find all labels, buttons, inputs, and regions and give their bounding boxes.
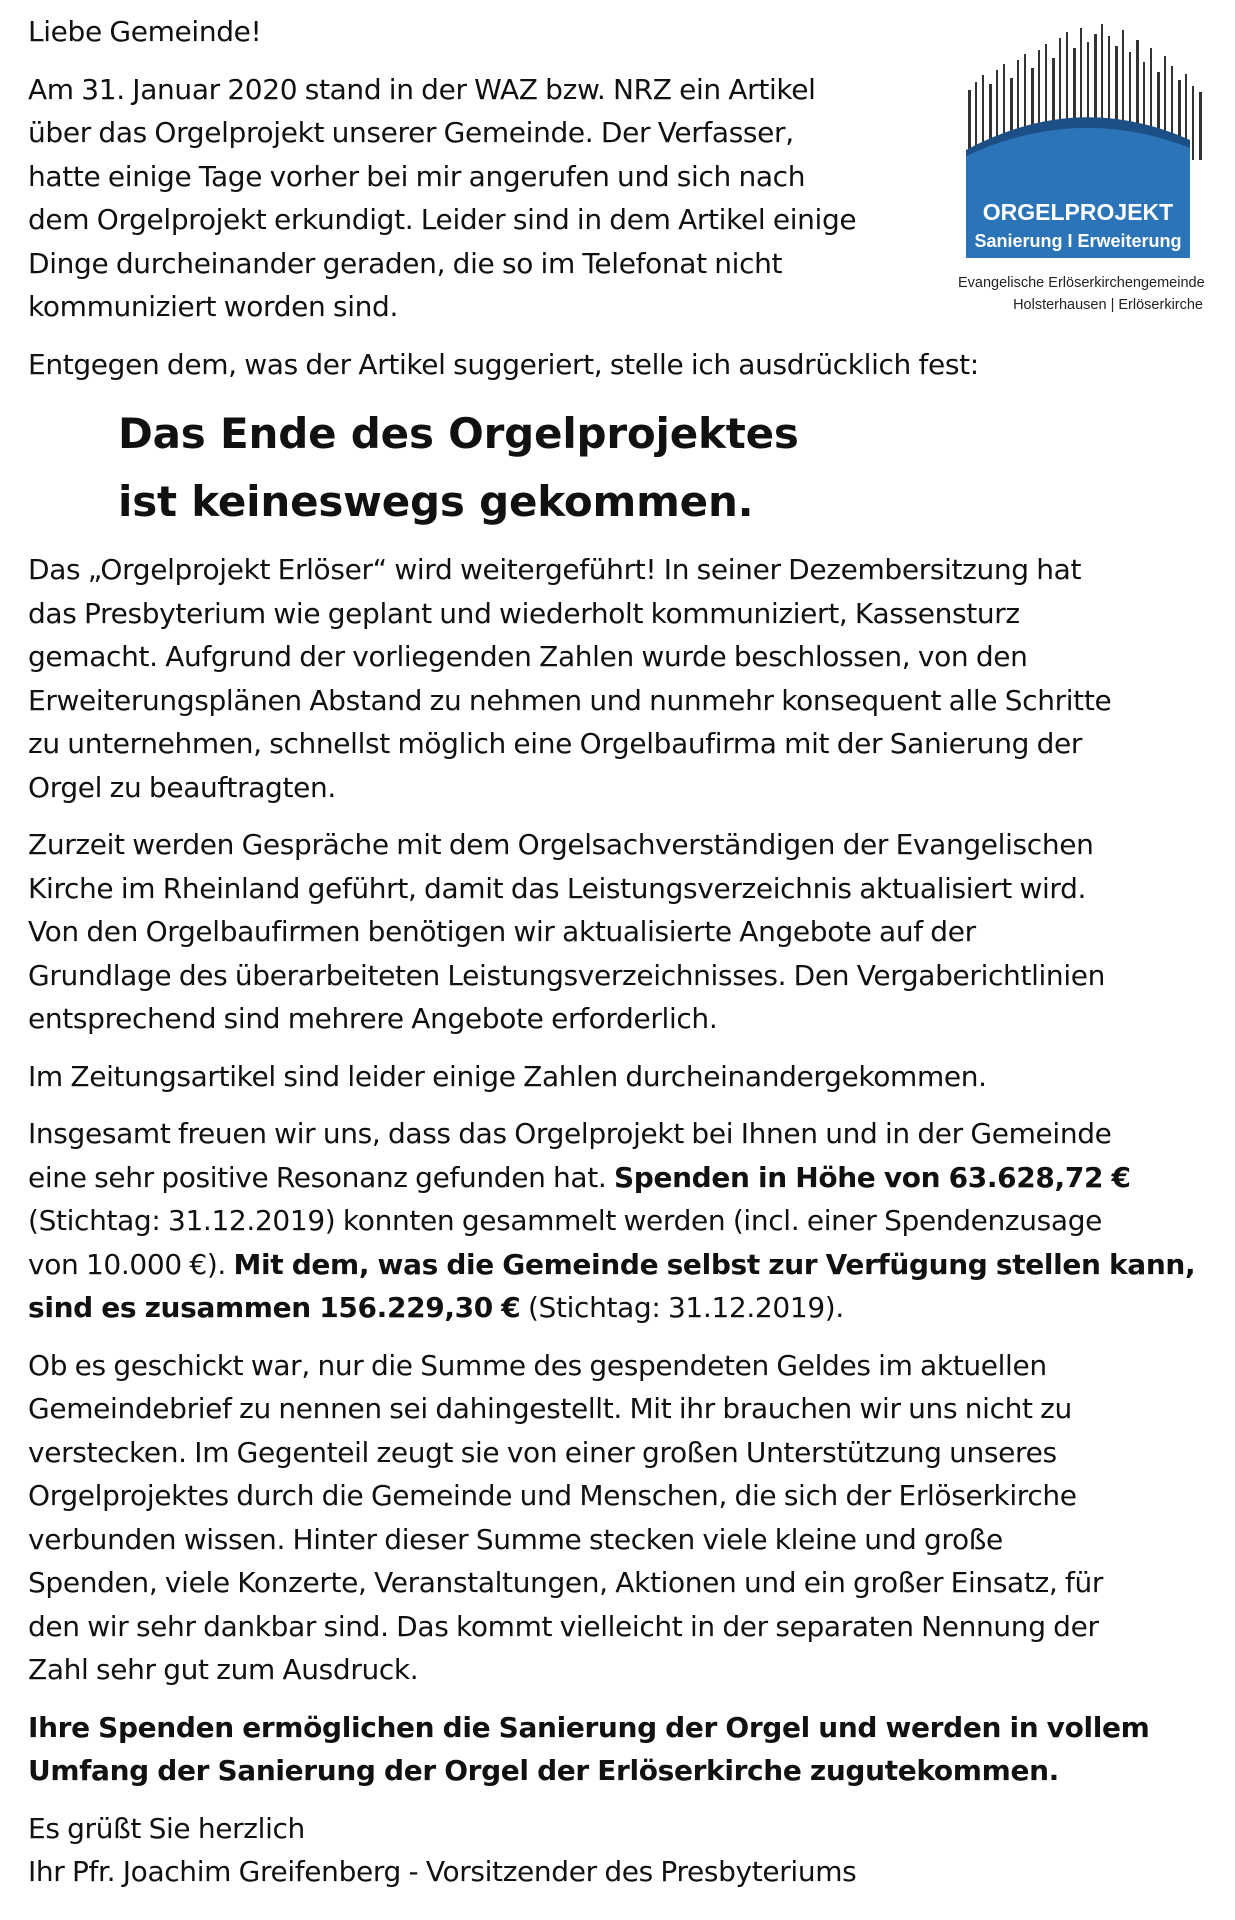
signoff: Es grüßt Sie herzlich Ihr Pfr. Joachim Greifenberg - Vorsitzender des Presbyteriums (28, 1807, 1208, 1894)
orgelprojekt-logo (958, 20, 1203, 315)
reflection-paragraph: Ob es geschickt war, nur die Summe des gespendeten Geldes im aktuellen Gemeindebrief zu nennen sei dahingestellt. Mit ihr brauchen wir uns nicht zu verstecken. Im Gegenteil zeugt sie von einer großen Unterstützung unseres Orgelprojektes durch die Gemeinde und Menschen, die sich der Erlöserkirche verbunden wissen. Hinter dieser Summe stecken viele kleine und große Spenden, viele Konzerte, Veranstaltungen, Aktionen und ein großer Einsatz, für den wir sehr dankbar sind. Das kommt vielleicht in der separaten Nennung der Zahl sehr gut zum Ausdruck. (28, 1348, 1104, 1686)
continuation-paragraph: Das „Orgelprojekt Erlöser“ wird weitergeführt! In seiner Dezembersitzung hat das Presbyterium wie geplant und wiederholt kommuniziert, Kassensturz gemacht. Aufgrund der vorliegenden Zahlen wurde beschlossen, von den Erweiterungsplänen Abstand zu nehmen und nunmehr konsequent alle Schritte zu unternehmen, schnellst möglich eine Orgelbaufirma mit der Sanierung der Orgel zu beauftragten. (28, 553, 1112, 804)
statement-line: Entgegen dem, was der Artikel suggeriert, stelle ich ausdrücklich fest: (28, 347, 979, 381)
organ-pipe (1192, 86, 1194, 160)
signature-line: Ihr Pfr. Joachim Greifenberg - Vorsitzender des Presbyteriums (28, 1855, 857, 1888)
logo-title: ORGELPROJEKT (982, 199, 1174, 225)
organ-pipe (1199, 92, 1202, 160)
numbers-paragraph: Im Zeitungsartikel sind leider einige Zahlen durcheinandergekommen. (28, 1059, 987, 1093)
headline: Das Ende des Orgelprojektes ist keineswegs gekommen. (118, 409, 799, 526)
logo-subtitle: Sanierung I Erweiterung (974, 231, 1182, 251)
total-amount: sind es zusammen 156.229,30 € (28, 1291, 521, 1324)
greeting: Liebe Gemeinde! (28, 15, 262, 48)
talks-paragraph: Zurzeit werden Gespräche mit dem Orgelsachverständigen der Evangelischen Kirche im Rheinland geführt, damit das Leistungsverzeichnis aktualisiert wird. Von den Orgelbaufirmen benötigen wir aktualisierte Angebote auf der Grundlage des überarbeiteten Leistungsverzeichnisses. Den Vergaberichtlinien entsprechend sind mehrere Angebote erforderlich. (28, 828, 1106, 1035)
intro-paragraph: Am 31. Januar 2020 stand in der WAZ bzw. NRZ ein Artikel über das Orgelprojekt unserer Gemeinde. Der Verfasser, hatte einige Tage vorher bei mir angerufen und sich nach dem Orgelprojekt erkundigt. Leider sind in dem Artikel einige Dinge durcheinander geraden, die so im Telefonat nicht kommuniziert worden sind. (28, 72, 857, 323)
letter (28, 10, 1208, 1908)
donation-amount: Spenden in Höhe von 63.628,72 € (613, 1160, 1131, 1194)
organ-pipes-logo (958, 20, 1203, 272)
closing-bold-paragraph: Ihre Spenden ermöglichen die Sanierung der Orgel und werden in vollem Umfang der Sanierung der Orgel der Erlöserkirche zugutekommen. (28, 1710, 1150, 1787)
donations-paragraph: Insgesamt freuen wir uns, dass das Orgelprojekt bei Ihnen und in der Gemeinde eine sehr positive Resonanz gefunden hat. Spenden in Höhe von 63.628,72 € (Stichtag: 31.12.2019) konnten gesammelt werden (incl. einer Spendenzusage von 10.000 €). Mit dem, was die Gemeinde selbst zur Verfügung stellen kann, sind es zusammen 156.229,30 € (Stichtag: 31.12.2019). (28, 1117, 1196, 1324)
logo-organization: Evangelische Erlöserkirchengemeinde Holsterhausen | Erlöserkirche (958, 275, 1205, 313)
